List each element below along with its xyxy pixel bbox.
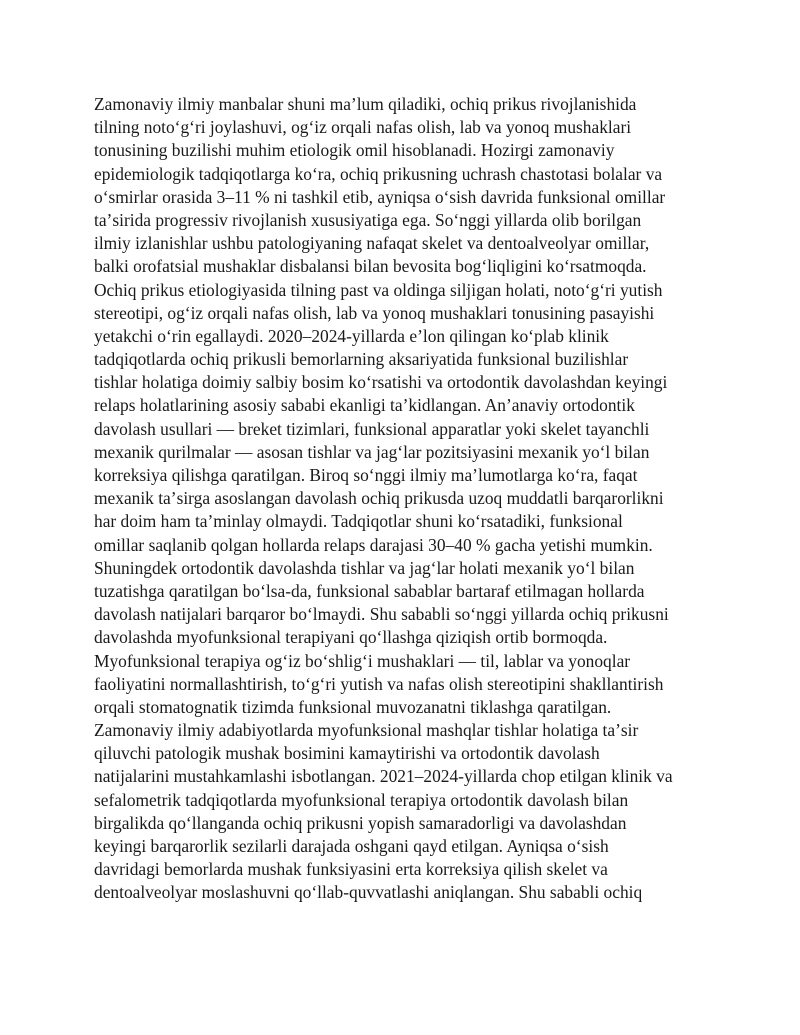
text-line: davolash natijalari barqaror boʻlmaydi. Shu sababli soʻnggi yillarda ochiq prikusni <box>94 604 669 625</box>
text-line: mexanik qurilmalar — asosan tishlar va jagʻlar pozitsiyasini mexanik yoʻl bilan <box>94 441 650 462</box>
text-line: epidemiologik tadqiqotlarga koʻra, ochiq prikusning uchrash chastotasi bolalar va <box>94 163 663 184</box>
text-line: stereotipi, ogʻiz orqali nafas olish, lab va yonoq mushaklari tonusining pasayishi <box>94 302 655 323</box>
text-line: omillar saqlanib qolgan hollarda relaps darajasi 30–40 % gacha yetishi mumkin. <box>94 534 653 555</box>
text-line: tuzatishga qaratilgan boʻlsa-da, funksional sabablar bartaraf etilmagan hollarda <box>94 580 645 601</box>
text-line: ilmiy izlanishlar ushbu patologiyaning nafaqat skelet va dentoalveolyar omillar, <box>94 233 650 254</box>
text-line: davolash usullari — breket tizimlari, funksional apparatlar yoki skelet tayanchli <box>94 418 650 439</box>
text-line: har doim ham taʼminlay olmaydi. Tadqiqotlar shuni koʻrsatadiki, funksional <box>94 511 623 532</box>
text-line: taʼsirida progressiv rivojlanish xususiyatiga ega. Soʻnggi yillarda olib borilgan <box>94 209 642 230</box>
text-line: korreksiya qilishga qaratilgan. Biroq soʻnggi ilmiy maʼlumotlarga koʻra, faqat <box>94 465 638 485</box>
text-line: Myofunksional terapiya ogʻiz boʻshligʻi mushaklari — til, lablar va yonoqlar <box>94 650 631 671</box>
text-line: Zamonaviy ilmiy adabiyotlarda myofunksional mashqlar tishlar holatiga taʼsir <box>94 720 639 741</box>
text-line: tadqiqotlarda ochiq prikusli bemorlarning aksariyatida funksional buzilishlar <box>94 349 629 370</box>
text-line: balki orofatsial mushaklar disbalansi bilan bevosita bogʻliqligini koʻrsatmoqda. <box>94 256 647 277</box>
text-line: Shuningdek ortodontik davolashda tishlar va jagʻlar holati mexanik yoʻl bilan <box>94 557 635 578</box>
text-line: davridagi bemorlarda mushak funksiyasini erta korreksiya qilish skelet va <box>94 859 608 880</box>
body-paragraph <box>94 93 714 905</box>
text-line: faoliyatini normallashtirish, toʻgʻri yutish va nafas olish stereotipini shakllantirish <box>94 673 664 694</box>
text-line: dentoalveolyar moslashuvni qoʻllab-quvvatlashi aniqlangan. Shu sababli ochiq <box>94 882 643 903</box>
text-line: qiluvchi patologik mushak bosimini kamaytirishi va ortodontik davolash <box>94 743 600 764</box>
text-line: natijalarini mustahkamlashi isbotlangan. 2021–2024-yillarda chop etilgan klinik va <box>94 766 673 787</box>
text-line: tilning notoʻgʻri joylashuvi, ogʻiz orqali nafas olish, lab va yonoq mushaklari <box>94 117 632 138</box>
text-line: Ochiq prikus etiologiyasida tilning past va oldinga siljigan holati, notoʻgʻri yutish <box>94 279 663 300</box>
text-line: yetakchi oʻrin egallaydi. 2020–2024-yillarda eʼlon qilingan koʻplab klinik <box>94 325 609 346</box>
text-line: birgalikda qoʻllanganda ochiq prikusni yopish samaradorligi va davolashdan <box>94 812 627 833</box>
text-line: orqali stomatognatik tizimda funksional muvozanatni tiklashga qaratilgan. <box>94 696 612 717</box>
text-line: tishlar holatiga doimiy salbiy bosim koʻrsatishi va ortodontik davolashdan keyingi <box>94 372 668 393</box>
text-line: sefalometrik tadqiqotlarda myofunksional terapiya ortodontik davolash bilan <box>94 789 629 810</box>
text-line: keyingi barqarorlik sezilarli darajada oshgani qayd etilgan. Ayniqsa oʻsish <box>94 836 609 856</box>
text-line: davolashda myofunksional terapiyani qoʻllashga qiziqish ortib bormoqda. <box>94 627 608 648</box>
text-line: tonusining buzilishi muhim etiologik omil hisoblanadi. Hozirgi zamonaviy <box>94 140 615 161</box>
text-line: oʻsmirlar orasida 3–11 % ni tashkil etib, ayniqsa oʻsish davrida funksional omillar <box>94 186 666 207</box>
text-line: Zamonaviy ilmiy manbalar shuni maʼlum qiladiki, ochiq prikus rivojlanishida <box>94 94 637 114</box>
text-line: mexanik taʼsirga asoslangan davolash ochiq prikusda uzoq muddatli barqarorlikni <box>94 488 664 509</box>
text-line: relaps holatlarining asosiy sababi ekanligi taʼkidlangan. Anʼanaviy ortodontik <box>94 395 635 416</box>
